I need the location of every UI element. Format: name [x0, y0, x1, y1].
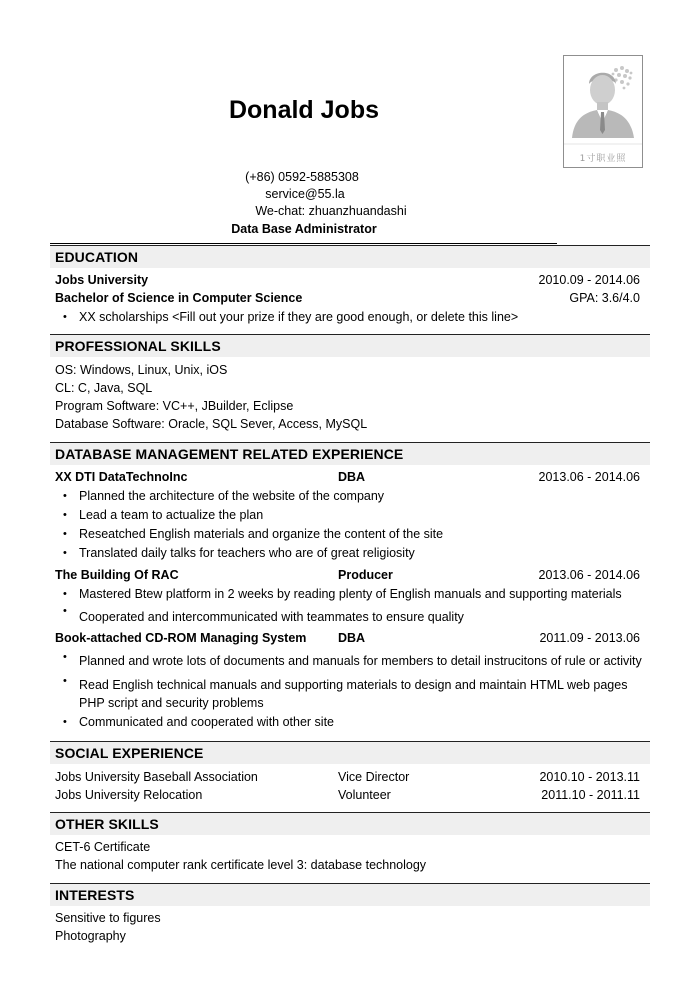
- section-title: OTHER SKILLS: [55, 816, 159, 832]
- bullet-icon: •: [63, 490, 67, 502]
- company-name: Book-attached CD-ROM Managing System: [55, 631, 307, 645]
- bullet-text: Lead a team to actualize the plan: [79, 508, 264, 522]
- social-row: [55, 786, 640, 804]
- degree: Bachelor of Science in Computer Science: [55, 291, 303, 305]
- job-role: Producer: [338, 568, 393, 582]
- bullet-text: Mastered Btew platform in 2 weeks by reading plenty of English manuals and supporting materials: [79, 587, 622, 601]
- job-role: DBA: [338, 470, 366, 484]
- section-header-social: [50, 741, 650, 764]
- job-role: DBA: [338, 631, 366, 645]
- section-header-skills: [50, 334, 650, 357]
- social-row: [55, 768, 640, 786]
- organization: Jobs University Relocation: [55, 788, 203, 802]
- contact-block: [0, 169, 608, 237]
- job-row: [55, 468, 640, 486]
- bullet-icon: •: [63, 716, 67, 728]
- company-name: XX DTI DataTechnoInc: [55, 470, 188, 484]
- skill-line: Database Software: Oracle, SQL Sever, Access, MySQL: [55, 417, 368, 431]
- bullet-icon: •: [63, 675, 67, 687]
- other-skill-line: The national computer rank certificate level 3: database technology: [55, 858, 427, 872]
- bullet-text: Read English technical manuals and supporting materials to design and maintain HTML web pages: [79, 678, 628, 692]
- bullet-icon: •: [63, 588, 67, 600]
- bullet-text: Cooperated and intercommunicated with teammates to ensure quality: [79, 610, 464, 624]
- section-header-education: [50, 245, 650, 268]
- bullet-text: Translated daily talks for teachers who are of great religiosity: [79, 546, 415, 560]
- degree-row: [55, 289, 640, 307]
- bullet-text: XX scholarships <Fill out your prize if they are good enough, or delete this line>: [79, 310, 519, 324]
- job-dates: 2013.06 - 2014.06: [538, 470, 640, 484]
- phone-number: (+86) 0592-5885308: [245, 170, 359, 184]
- bullet-icon: •: [63, 528, 67, 540]
- section-header-other-skills: [50, 812, 650, 835]
- social-dates: 2010.10 - 2013.11: [539, 770, 640, 784]
- bullet-icon: •: [63, 651, 67, 663]
- section-header-experience: [50, 442, 650, 465]
- bullet-text: Communicated and cooperated with other site: [79, 715, 335, 729]
- job-title: Data Base Administrator: [231, 222, 377, 236]
- section-title: SOCIAL EXPERIENCE: [55, 745, 204, 761]
- wechat-id: We-chat: zhuanzhuandashi: [255, 204, 407, 218]
- bullet-icon: •: [63, 605, 67, 617]
- job-dates: 2013.06 - 2014.06: [538, 568, 640, 582]
- resume-name: Donald Jobs: [228, 96, 379, 124]
- bullet-icon: •: [63, 311, 67, 323]
- bullet-text: Planned and wrote lots of documents and manuals for members to detail instrucitons of rule or activity: [79, 654, 642, 668]
- section-title: EDUCATION: [55, 249, 139, 265]
- skill-line: CL: C, Java, SQL: [55, 381, 153, 395]
- bullet-text: Planned the architecture of the website of the company: [79, 489, 385, 503]
- bullet-text: Reseatched English materials and organize the content of the site: [79, 527, 444, 541]
- section-title: DATABASE MANAGEMENT RELATED EXPERIENCE: [55, 446, 404, 462]
- header-divider: [50, 243, 557, 244]
- interest-line: Sensitive to figures: [55, 911, 161, 925]
- job-row: [55, 566, 640, 584]
- social-dates: 2011.10 - 2011.11: [541, 788, 640, 802]
- interest-line: Photography: [55, 929, 126, 943]
- bullet-text: PHP script and security problems: [79, 696, 264, 710]
- skill-line: OS: Windows, Linux, Unix, iOS: [55, 363, 228, 377]
- education-row: [55, 271, 640, 289]
- bullet-icon: •: [63, 509, 67, 521]
- email-address: service@55.la: [265, 187, 345, 201]
- social-role: Vice Director: [338, 770, 410, 784]
- section-header-interests: [50, 883, 650, 906]
- job-dates: 2011.09 - 2013.06: [539, 631, 640, 645]
- organization: Jobs University Baseball Association: [55, 770, 258, 784]
- section-title: PROFESSIONAL SKILLS: [55, 338, 221, 354]
- other-skill-line: CET-6 Certificate: [55, 840, 151, 854]
- gpa: GPA: 3.6/4.0: [569, 291, 640, 305]
- bullet-icon: •: [63, 547, 67, 559]
- education-dates: 2010.09 - 2014.06: [538, 273, 640, 287]
- company-name: The Building Of RAC: [55, 568, 179, 582]
- profile-photo: [563, 55, 643, 168]
- section-title: INTERESTS: [55, 887, 135, 903]
- school-name: Jobs University: [55, 273, 149, 287]
- social-role: Volunteer: [338, 788, 391, 802]
- photo-caption: 1寸职业照: [579, 154, 627, 164]
- skill-line: Program Software: VC++, JBuilder, Eclipse: [55, 399, 294, 413]
- job-row: [55, 629, 640, 647]
